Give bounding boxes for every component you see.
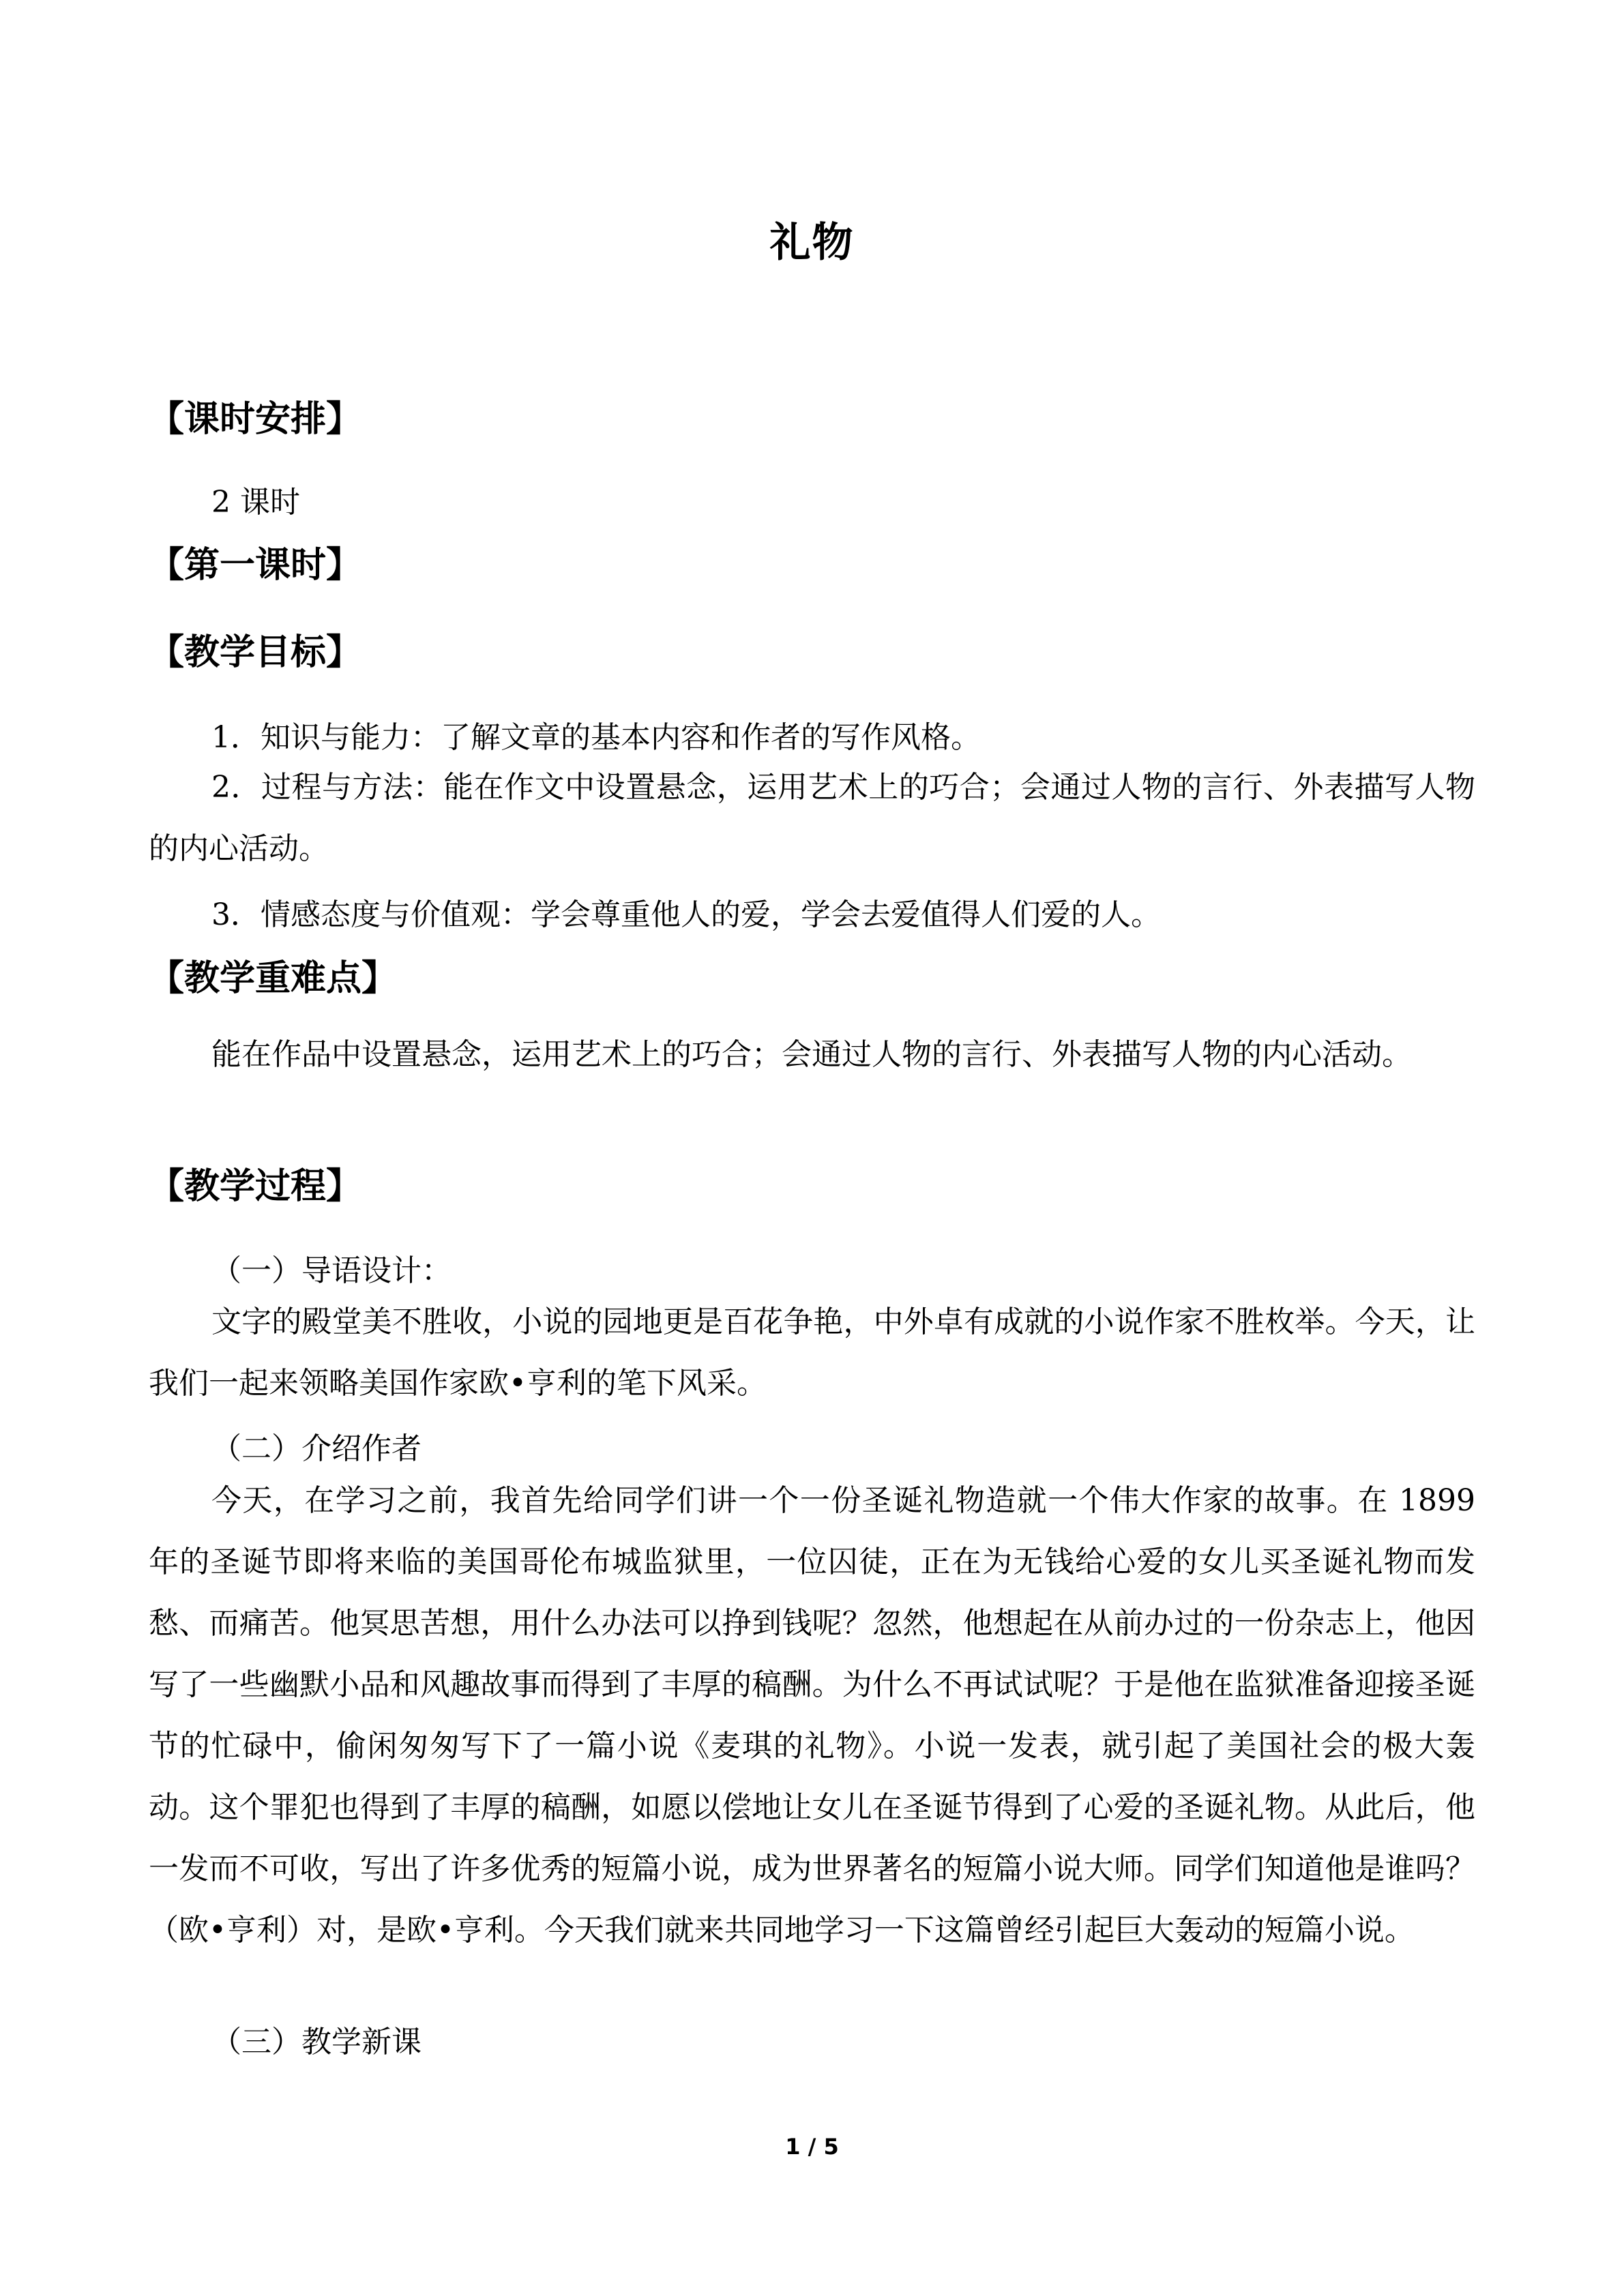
first-lesson-heading: 【第一课时】 xyxy=(149,545,362,586)
page-title: 礼物 xyxy=(769,219,855,267)
schedule-value: 2 课时 xyxy=(211,485,300,520)
author-text: 今天，在学习之前，我首先给同学们讲一个一份圣诞礼物造就一个伟大作家的故事。在 1899 年的圣诞节即将来临的美国哥伦布城监狱里，一位囚徒，正在为无钱给心爱的女儿买圣诞礼物而发愁、而痛苦。他冥思苦想，用什么办法可以挣到钱呢？忽然，他想起在从前办过的一份杂志上，他因写了一些幽默小品和风趣故事而得到了丰厚的稿酬。为什么不再试试呢？于是他在监狱准备迎接圣诞节的忙碌中，偷闲匆匆写下了一篇小说《麦琪的礼物》。小说一发表，就引起了美国社会的极大轰动。这个罪犯也得到了丰厚的稿酬，如愿以偿地让女儿在圣诞节得到了心爱的圣诞礼物。从此后，他一发而不可收，写出了许多优秀的短篇小说，成为世界著名的短篇小说大师。同学们知道他是谁吗？（欧•亨利）对，是欧•亨利。今天我们就来共同地学习一下这篇曾经引起巨大轰动的短篇小说。 xyxy=(149,1483,1475,1948)
intro-subheading: （一）导语设计： xyxy=(211,1253,452,1288)
intro-text: 文字的殿堂美不胜收，小说的园地更是百花争艳，中外卓有成就的小说作家不胜枚举。今天，让我们一起来领略美国作家欧•亨利的笔下风采。 xyxy=(149,1304,1475,1401)
goal-1: 1．知识与能力：了解文章的基本内容和作者的写作风格。 xyxy=(211,720,981,755)
key-points-text: 能在作品中设置悬念，运用艺术上的巧合；会通过人物的言行、外表描写人物的内心活动。 xyxy=(211,1037,1412,1072)
author-subheading: （二）介绍作者 xyxy=(211,1431,422,1466)
process-heading: 【教学过程】 xyxy=(149,1166,362,1207)
page-number: 1 / 5 xyxy=(785,2134,839,2160)
goal-2: 2．过程与方法：能在作文中设置悬念，运用艺术上的巧合；会通过人物的言行、外表描写人物的内心活动。 xyxy=(149,770,1475,866)
goals-heading: 【教学目标】 xyxy=(149,632,362,673)
new-lesson-subheading: （三）教学新课 xyxy=(211,2025,422,2059)
schedule-heading: 【课时安排】 xyxy=(149,399,362,440)
key-points-heading: 【教学重难点】 xyxy=(149,958,398,999)
goal-3: 3．情感态度与价值观：学会尊重他人的爱，学会去爱值得人们爱的人。 xyxy=(211,897,1161,932)
